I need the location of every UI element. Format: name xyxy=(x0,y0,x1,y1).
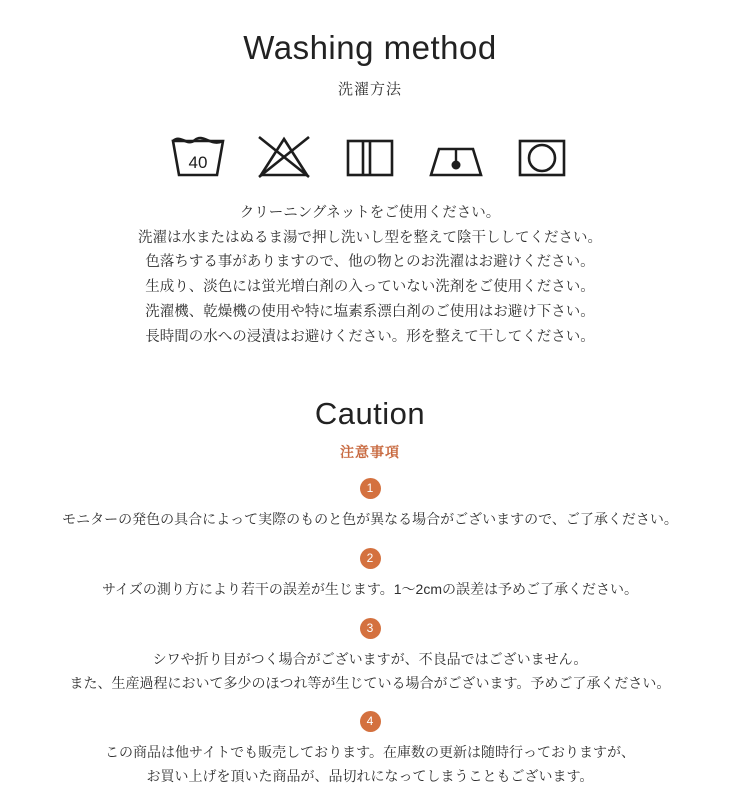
caution-item-text xyxy=(0,648,740,696)
washing-note-line: 洗濯機、乾燥機の使用や特に塩素系漂白剤のご使用はお避け下さい。 xyxy=(145,304,595,321)
status-badge: 3 xyxy=(360,618,381,639)
status-badge: 2 xyxy=(360,548,381,569)
status-badge: 1 xyxy=(360,478,381,499)
caution-line: モニターの発色の具合によって実際のものと色が異なる場合がございますので、ご了承ください。 xyxy=(62,511,678,528)
washing-machine-40-icon xyxy=(167,125,229,179)
washing-temp-label: 40 xyxy=(188,152,208,172)
caution-item-text xyxy=(0,508,740,532)
caution-line: また、生産過程において多少のほつれ等が生じている場合がございます。予めご了承ください。 xyxy=(69,674,671,691)
caution-section xyxy=(0,396,740,789)
caution-item xyxy=(0,618,740,696)
care-symbol-row xyxy=(0,125,740,179)
caution-line: シワや折り目がつく場合がございますが、不良品ではございません。 xyxy=(152,650,588,667)
caution-title: Caution xyxy=(314,396,426,432)
washing-note-line: 洗濯は水またはぬるま湯で押し洗いし型を整えて陰干ししてください。 xyxy=(138,229,602,246)
caution-item xyxy=(0,711,740,789)
washing-method-section xyxy=(0,0,740,350)
washing-note-line: 長時間の水への浸漬はお避けください。形を整えて干してください。 xyxy=(145,329,595,346)
dry-clean-icon xyxy=(511,125,573,179)
caution-subtitle: 注意事項 xyxy=(340,444,400,461)
status-badge: 4 xyxy=(360,711,381,732)
washing-note-line: 色落ちする事がありますので、他の物とのお洗濯はお避けください。 xyxy=(145,254,595,271)
tumble-dry-icon xyxy=(339,125,401,179)
caution-item xyxy=(0,478,740,532)
caution-line: お買い上げを頂いた商品が、品切れになってしまうこともございます。 xyxy=(146,768,594,785)
caution-line: サイズの測り方により若干の誤差が生じます。1〜2cmの誤差は予めご了承ください。 xyxy=(102,581,638,598)
caution-item xyxy=(0,548,740,602)
caution-item-text xyxy=(0,578,740,602)
caution-line: この商品は他サイトでも販売しております。在庫数の更新は随時行っておりますが、 xyxy=(105,744,635,761)
caution-item-text xyxy=(0,741,740,789)
no-bleach-icon xyxy=(253,125,315,179)
washing-note-line: クリーニングネットをご使用ください。 xyxy=(239,204,501,221)
iron-icon xyxy=(425,125,487,179)
page-title: Washing method xyxy=(243,29,497,66)
washing-notes xyxy=(0,201,740,351)
page-subtitle: 洗濯方法 xyxy=(337,80,402,98)
washing-note-line: 生成り、淡色には蛍光増白剤の入っていない洗剤をご使用ください。 xyxy=(145,279,595,296)
